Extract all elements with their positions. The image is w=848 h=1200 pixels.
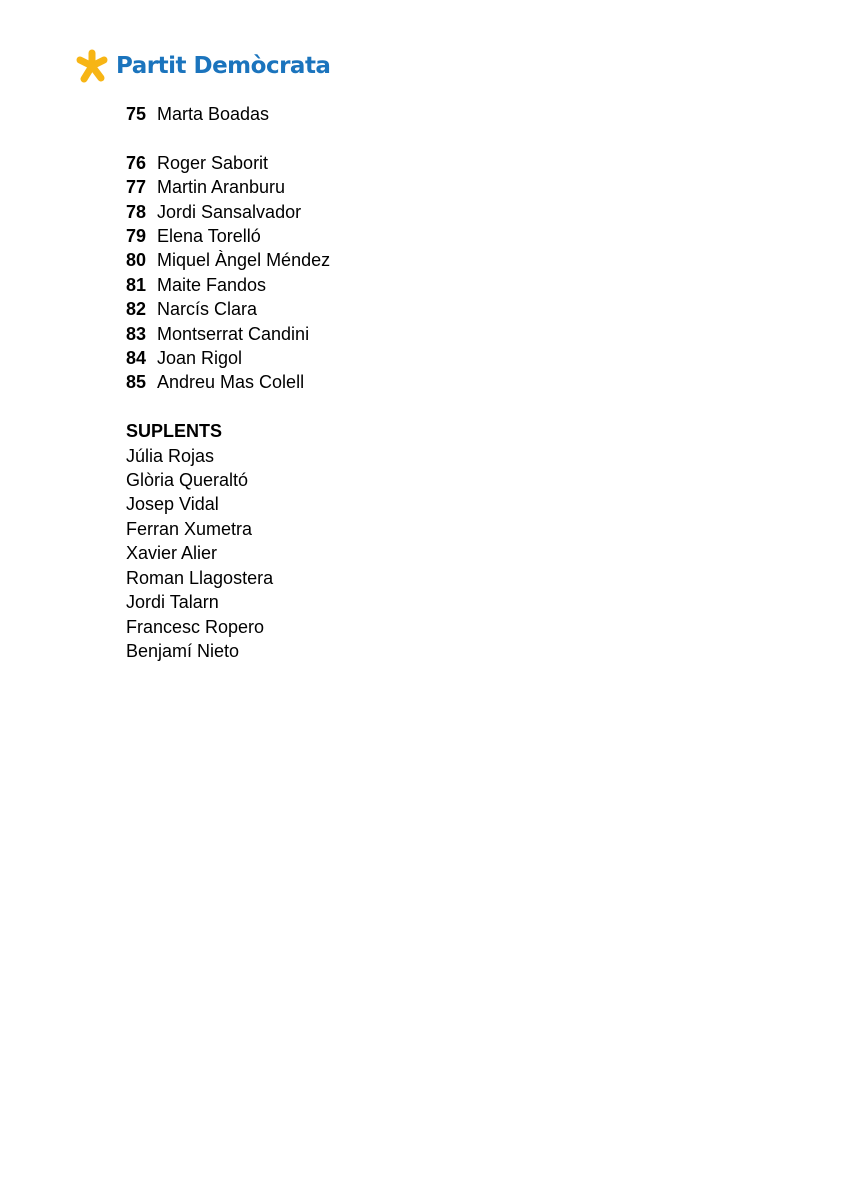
candidate-name: Montserrat Candini <box>157 323 310 344</box>
candidate-name: Marta Boadas <box>157 104 270 124</box>
list-item <box>126 200 330 224</box>
substitute-name: Josep Vidal <box>126 494 219 515</box>
candidate-name: Roger Saborit <box>157 152 269 173</box>
candidate-number: 79 <box>126 226 147 247</box>
star-logo-icon <box>74 48 110 84</box>
candidate-number: 80 <box>126 250 147 271</box>
candidate-number: 82 <box>126 299 147 320</box>
substitute-name: Júlia Rojas <box>126 445 215 466</box>
party-logo <box>74 48 330 84</box>
list-item <box>126 370 330 394</box>
list-item <box>126 322 330 346</box>
candidate-number: 85 <box>126 372 147 393</box>
spacer <box>126 395 330 419</box>
candidate-number: 84 <box>126 348 147 369</box>
candidate-name: Andreu Mas Colell <box>157 372 305 393</box>
substitute-name: Jordi Talarn <box>126 592 219 613</box>
candidate-number: 75 <box>126 104 147 124</box>
list-item <box>126 273 330 297</box>
candidate-number: 76 <box>126 152 147 173</box>
substitute-name: Glòria Queraltó <box>126 470 249 491</box>
spacer <box>126 126 330 150</box>
list-item <box>126 346 330 370</box>
candidate-number: 83 <box>126 323 147 344</box>
candidate-name: Miquel Àngel Méndez <box>157 250 331 271</box>
candidate-name: Narcís Clara <box>157 299 258 320</box>
candidate-name: Jordi Sansalvador <box>157 201 302 222</box>
list-item <box>126 151 330 175</box>
substitutes-heading: SUPLENTS <box>126 421 223 442</box>
candidate-number: 81 <box>126 274 147 295</box>
substitute-name: Ferran Xumetra <box>126 518 253 539</box>
candidate-name: Martin Aranburu <box>157 177 286 198</box>
list-item <box>126 102 330 126</box>
logo-text: Partit Demòcrata <box>116 53 331 79</box>
substitute-name: Xavier Alier <box>126 543 218 564</box>
list-item <box>126 297 330 321</box>
candidate-name: Maite Fandos <box>157 274 267 295</box>
candidate-name: Joan Rigol <box>157 348 243 369</box>
list-item <box>126 224 330 248</box>
substitute-name: Benjamí Nieto <box>126 640 240 661</box>
candidate-number: 78 <box>126 201 147 222</box>
candidate-number: 77 <box>126 177 147 198</box>
candidate-list <box>126 102 330 663</box>
substitute-name: Roman Llagostera <box>126 567 274 588</box>
candidate-name: Elena Torelló <box>157 226 261 247</box>
substitute-name: Francesc Ropero <box>126 616 265 637</box>
list-item <box>126 248 330 272</box>
list-item <box>126 175 330 199</box>
